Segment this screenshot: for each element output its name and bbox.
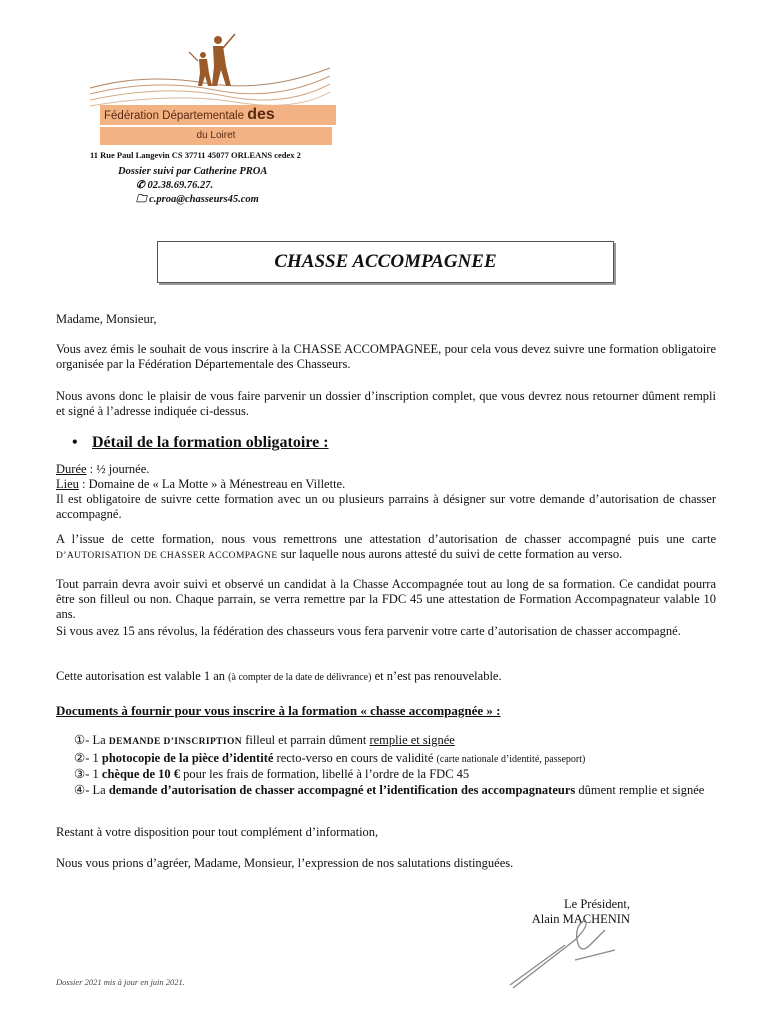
duree-label: Durée: [56, 462, 87, 476]
list-item: ③- 1 chèque de 10 € pour les frais de formation, libellé à l’ordre de la FDC 45: [74, 767, 470, 781]
paragraph-parrain-role: Tout parrain devra avoir suivi et observé un candidat à la Chasse Accompagnée tout au long de sa formation. Ce candidat pourra être son filleul ou non. Chaque parrain, se verra remettre par la FDC 45 une attestation de Formation Accompagnateur valable 10 ans.: [56, 577, 716, 621]
attestation-text-a: A l’issue de cette formation, nous vous remettrons une attestation d’autorisation de chasser accompagné puis une carte: [56, 532, 716, 546]
address: 11 Rue Paul Langevin CS 37711 45077 ORLEANS cedex 2: [90, 150, 301, 160]
section-heading-text: Détail de la formation obligatoire :: [92, 434, 329, 451]
closing-availability: Restant à votre disposition pour tout complément d’information,: [56, 825, 379, 839]
list-item: ②- 1 photocopie de la pièce d’identité recto-verso en cours de validité (carte nationale d’identité, passeport): [74, 750, 586, 765]
paragraph-intro: Vous avez émis le souhait de vous inscrire à la CHASSE ACCOMPAGNEE, pour cela vous devez suivre une formation obligatoire organisée par la Fédération Départementale des Chasseurs.: [56, 342, 716, 371]
attestation-smallcaps: D’AUTORISATION DE CHASSER ACCOMPAGNE: [56, 551, 278, 561]
phone-line: [118, 179, 267, 193]
signatory-name: Alain MACHENIN: [531, 912, 630, 926]
list-item: ①- La DEMANDE D’INSCRIPTION filleul et parrain dûment remplie et signée: [74, 733, 455, 747]
org-subtitle: du Loiret: [100, 127, 332, 145]
closing-salutation: Nous vous prions d’agréer, Madame, Monsieur, l’expression de nos salutations distinguées.: [56, 856, 514, 870]
bullet-icon: •: [72, 434, 78, 451]
lieu-line: [56, 477, 716, 492]
lieu-label: Lieu: [56, 477, 79, 491]
signatory-title: Le Président,: [564, 897, 630, 911]
document-title: CHASSE ACCOMPAGNEE: [157, 241, 614, 283]
folder-icon: 🗀: [136, 194, 147, 205]
contact-block: [118, 165, 267, 207]
duree-line: [56, 462, 716, 477]
validity-small: (à compter de la date de délivrance): [228, 672, 372, 683]
paragraph-validity: [56, 669, 716, 685]
salutation: Madame, Monsieur,: [56, 312, 157, 326]
lieu-value: : Domaine de « La Motte » à Ménestreau en Villette.: [78, 477, 346, 491]
org-name-small: Fédération Départementale: [104, 110, 244, 122]
footer-note: Dossier 2021 mis à jour en juin 2021.: [56, 977, 185, 987]
paragraph-age: Si vous avez 15 ans révolus, la fédération des chasseurs vous fera parvenir votre carte d’autorisation de chasser accompagné.: [56, 624, 681, 638]
org-name-big: des: [247, 106, 275, 123]
email-line: [118, 193, 267, 207]
duree-value: : ½ journée.: [86, 462, 150, 476]
list-item: ④- La demande d’autorisation de chasser accompagné et l’identification des accompagnateurs dûment remplie et signée: [74, 782, 705, 797]
documents-title: Documents à fournir pour vous inscrire à la formation « chasse accompagnée » :: [56, 703, 501, 718]
followed-by: Dossier suivi par Catherine PROA: [118, 166, 268, 177]
paragraph-attestation: [56, 532, 716, 564]
org-name-band: [100, 105, 336, 125]
phone-number: 02.38.69.76.27.: [147, 180, 214, 191]
documents-list: [74, 733, 714, 798]
validity-text-b: et n’est pas renouvelable.: [371, 669, 502, 683]
validity-text-a: Cette autorisation est valable 1 an: [56, 669, 229, 683]
attestation-text-b: sur laquelle nous aurons attesté du suivi de cette formation au verso.: [277, 547, 623, 561]
phone-icon: ✆: [136, 180, 145, 191]
paragraph-parrains: Il est obligatoire de suivre cette formation avec un ou plusieurs parrains à désigner sur votre demande d’autorisation de chasser accompagné.: [56, 492, 716, 521]
handwritten-signature: [505, 900, 625, 990]
email-address: c.proa@chasseurs45.com: [149, 194, 259, 205]
paragraph-dossier: Nous avons donc le plaisir de vous faire parvenir un dossier d’inscription complet, que vous devrez nous retourner dûment rempli et signé à l’adresse indiquée ci-dessus.: [56, 389, 716, 418]
section-heading: [72, 434, 329, 452]
